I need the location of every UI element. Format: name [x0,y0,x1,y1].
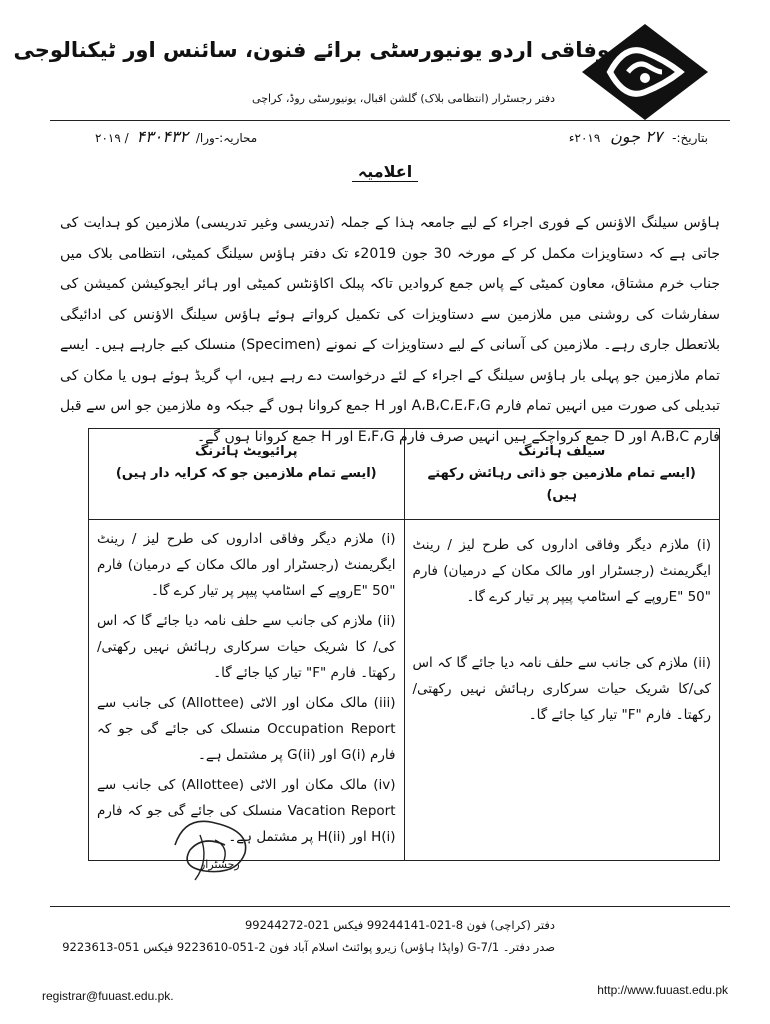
islamabad-office-contact: صدر دفتر۔ G-7/1 (واپڈا ہاؤس) زیرو پوائنٹ اسلام آباد فون 2-051-9223610 فیکس 051-9223613 [62,940,555,954]
reference-handwritten: ۴۳۰۴۳۲ [136,127,189,146]
university-title: وفاقی اردو یونیورسٹی برائے فنون، سائنس اور ٹیکنالوجی [13,38,610,62]
notice-paragraph: ہاؤس سیلنگ الاؤنس کے فوری اجراء کے لیے جامعہ ہٰذا کے جملہ (تدریسی وغیر تدریسی) ملازمین کو ہدایت کی جاتی ہے کہ دستاویزات مکمل کر کے مورخہ 30 جون 2019ء تک دفتر ہاؤس سیلنگ کمیٹی، انتظامی بلاک میں جناب خرم مشتاق، معاون کمیٹی کے پاس جمع کروادیں تاکہ پبلک اکاؤنٹس کمیٹی اور ہائر ایجوکیشن کمیشن کی سفارشات کی روشنی میں ملازمین سے دستاویزات کی تکمیل کرواتے ہوئے ہاؤس سیلنگ الاؤنس کی ادائیگی بلاتعطل جاری رہے۔ ملازمین کی آسانی کے لیے دستاویزات کے نمونے (Specimen) منسلک کیے جارہے ہیں۔ ایسے تمام ملازمین جو پہلی بار ہاؤس سیلنگ کے اجراء کے لئے درخواست دے رہے ہیں، اپ گریڈ ہوئے ہوں یا مکان کی تبدیلی کی صورت میں انہیں تمام فارم A،B،C،E،F،G اور H جمع کروانا ہوں گے جبکہ وہ ملازمین جو اس سے قبل فارم A،B،C اور D جمع کرواچکے ہیں انہیں صرف فارم E،F،G اور H جمع کروانا ہوں گے۔ [60,215,721,445]
private-hiring-header-cell [89,429,405,520]
self-hiring-heading: سیلف ہائرنگ [518,444,606,459]
reference-year: / ۲۰۱۹ [95,131,129,145]
karachi-office-contact: دفتر (کراچی) فون 8-021-99244141 فیکس 021-99244272 [244,918,555,932]
hiring-table [88,428,720,861]
self-hiring-items [404,520,720,861]
date-line [569,127,708,146]
private-item-2: (ii) ملازم کی جانب سے حلف نامہ دیا جائے گا کہ اس کی/ کا شریک حیات سرکاری رہائش نہیں رکھتی/ رکھتا۔ فارم "F" تیار کیا جائے گا۔ [97,613,396,681]
date-year: ۲۰۱۹ء [568,131,601,145]
private-hiring-subheading: (ایسے تمام ملازمین جو کہ کرایہ دار ہیں) [115,466,377,481]
university-website: http://www.fuuast.edu.pk [597,983,728,997]
reference-label: محاریہ:-ورا/ [195,131,258,145]
notice-title-text: اعلامیہ [352,162,418,182]
registrar-signature [155,805,275,895]
notice-body [60,208,720,452]
self-item-1: (i) ملازم دیگر وفاقی اداروں کی طرح لیز / رینٹ ایگریمنٹ (رجسٹرار اور مالک مکان کے درمیان) فارم "E" 50روپے کے اسٹامپ پیپر پر تیار کرے گا۔ [412,537,711,605]
date-handwritten: ۲۷ جون [610,127,663,146]
registrar-email: registrar@fuuast.edu.pk. [42,989,174,1003]
private-hiring-heading: پرائیویٹ ہائرنگ [194,444,298,459]
signature-label: رجسٹرار [200,858,240,871]
self-hiring-subheading: (ایسے تمام ملازمین جو ذاتی رہائش رکھتے ہیں) [427,466,696,503]
registrar-address: دفتر رجسٹرار (انتظامی بلاک) گلشن اقبال، یونیورسٹی روڈ، کراچی [252,92,555,105]
notice-title [0,162,770,181]
self-item-2: (ii) ملازم کی جانب سے حلف نامہ دیا جائے گا کہ اس کی/کا شریک حیات سرکاری رہائش نہیں رکھتی/ رکھتا۔ فارم "F" تیار کیا جائے گا۔ [412,655,711,723]
private-item-1: (i) ملازم دیگر وفاقی اداروں کی طرح لیز / رینٹ ایگریمنٹ (رجسٹرار اور مالک مکان کے درمیان) فارم "E" 50روپے کے اسٹامپ پیپر پر تیار کرے گا۔ [97,531,396,599]
private-item-4: (iv) مالک مکان اور الاٹی (Allottee) کی جانب سے Vacation Report منسلک کی جائے گی جو کہ فارم H(i) اور H(ii) پر مشتمل ہے۔ [97,777,396,845]
footer-rule [50,906,730,907]
reference-line [95,127,257,146]
private-item-3: (iii) مالک مکان اور الاٹی (Allottee) کی جانب سے Occupation Report منسلک کی جائے گی جو کہ فارم G(i) اور G(ii) پر مشتمل ہے۔ [97,695,396,763]
university-logo [580,22,710,122]
self-hiring-header-cell [404,429,720,520]
date-label: بتاریخ:- [672,131,708,145]
header-rule [50,120,730,121]
